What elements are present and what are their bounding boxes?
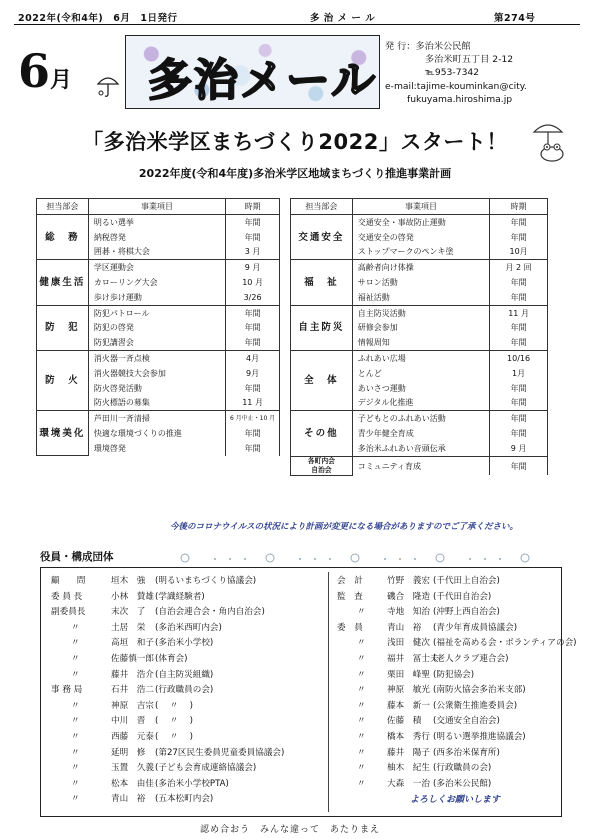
officer-org: (西多治米保育所): [433, 747, 500, 758]
officer-row: [337, 605, 557, 619]
publisher-address: 多治米町五丁目 2-12: [425, 54, 514, 66]
officer-org: (防犯協会): [433, 669, 475, 680]
officer-role: 顧 問: [51, 576, 86, 586]
plan-time: 4月: [226, 351, 280, 366]
issue-month: 6月: [18, 44, 73, 98]
plan-dept: 防 犯: [37, 305, 89, 350]
officer-org: (老人クラブ連合会): [433, 654, 509, 664]
newsletter-name: 多 治 メ ー ル: [310, 13, 376, 24]
plan-row: [37, 351, 280, 366]
plan-time: 年間: [226, 441, 280, 456]
officer-row: [337, 777, 557, 791]
masthead-title-box: [125, 35, 380, 109]
officer-role: 〃: [357, 654, 366, 664]
officer-row: [337, 590, 557, 604]
plan-row: [291, 215, 548, 230]
plan-time: 年間: [490, 396, 548, 411]
covid-notice: 今後のコロナウイルスの状況により計画が変更になる場合がありますのでご了承ください。: [170, 522, 518, 532]
officer-role: 〃: [71, 732, 80, 742]
publisher-line: 発 行：多治米公民館: [385, 41, 471, 52]
officer-role: 副委員長: [51, 607, 86, 618]
officer-org: (多治米小学校): [155, 638, 214, 649]
officer-role: 〃: [357, 685, 366, 696]
plan-row: [37, 215, 280, 230]
officers-title: 役員・構成団体: [40, 551, 114, 563]
officer-org: (明るい選挙推進協議会): [433, 732, 526, 742]
plan-time: 年間: [226, 215, 280, 230]
plan-item: 多治米ふれあい音頭伝承: [352, 441, 489, 456]
plan-header: 担当部会: [37, 199, 89, 215]
officer-org: ( 〃 ): [155, 732, 193, 742]
plan-time: 11 月: [490, 305, 548, 320]
officer-role: 監 査: [337, 591, 363, 602]
officer-row: [337, 668, 557, 682]
officer-row: [51, 590, 326, 604]
officer-row: [337, 730, 557, 744]
plan-item: 環境啓発: [88, 441, 225, 456]
plan-table-right: [290, 198, 548, 476]
officer-row: [337, 699, 557, 713]
officer-org: (学識経験者): [155, 591, 205, 602]
officer-org: (自治会連合会・角内自治会): [155, 607, 265, 618]
officer-role: 会 計: [337, 576, 363, 586]
masthead-title: 多治メール: [148, 55, 378, 106]
officer-name: 藤井 浩介: [111, 669, 154, 680]
plan-dept: 総 務: [37, 215, 89, 260]
officer-role: 〃: [71, 794, 80, 805]
officer-name: 神原 敏光: [387, 685, 430, 696]
plan-subtitle: 2022年度(令和4年度)多治米学区地域まちづくり推進事業計画: [138, 167, 452, 180]
motto: 認め合おう みんな違って あたりまえ: [200, 825, 381, 835]
officer-org: (多治米公民館): [433, 778, 492, 789]
officer-name: 福井 冨士夫: [387, 654, 439, 664]
officer-name: 垣木 強: [111, 576, 146, 586]
plan-header: 担当部会: [291, 199, 353, 215]
officer-row: [51, 652, 326, 666]
officer-org: (多治米西町内会): [155, 622, 222, 633]
plan-item: 防火標語の募集: [88, 396, 225, 411]
officer-name: 寺地 知治: [387, 607, 430, 618]
officer-name: 高垣 和子: [111, 638, 154, 649]
officer-row: [51, 714, 326, 728]
officer-role: 〃: [71, 778, 80, 789]
plan-item: 防犯パトロール: [88, 305, 225, 320]
plan-time: 年間: [226, 335, 280, 350]
plan-item: 消火器競技大会参加: [88, 366, 225, 381]
officer-name: 佐藤慎一郎: [111, 654, 154, 664]
officer-role: 〃: [357, 669, 366, 680]
plan-item: 消火器一斉点検: [88, 351, 225, 366]
plan-time: 年間: [226, 305, 280, 320]
plan-item: 子どもとのふれあい活動: [352, 411, 489, 426]
officer-org: (青少年育成員協議会): [433, 622, 518, 633]
plan-time: 年間: [490, 290, 548, 305]
issue-date: 2022年(令和4年) 6月 1日発行: [18, 13, 178, 24]
officer-name: 玉置 久義: [111, 763, 154, 774]
officer-role: 〃: [71, 700, 80, 711]
plan-time: 9 月: [226, 260, 280, 275]
plan-time: 年間: [226, 381, 280, 396]
officer-row: [337, 746, 557, 760]
plan-item: 研修会参加: [352, 321, 489, 336]
plan-item: 芦田川一斉清掃: [88, 411, 225, 426]
plan-time: 年間: [226, 426, 280, 441]
plan-time: 年間: [490, 275, 548, 290]
officer-name: 西藤 元泰: [111, 732, 154, 742]
plan-time: 年間: [490, 456, 548, 475]
plan-item: 情報周知: [352, 335, 489, 350]
plan-item: サロン活動: [352, 275, 489, 290]
officer-row: [51, 777, 326, 791]
officer-row: [337, 621, 557, 635]
plan-time: 月 2 回: [490, 260, 548, 275]
publisher-info: [385, 40, 527, 106]
issue-number: 第274号: [494, 13, 536, 24]
plan-item: 歩け歩け運動: [88, 290, 225, 305]
plan-dept: 環境美化: [37, 411, 89, 456]
officer-role: 〃: [357, 747, 366, 758]
plan-item: あいさつ運動: [352, 381, 489, 396]
officer-role: 委 員 長: [51, 591, 83, 602]
plan-time: 年間: [226, 230, 280, 245]
plan-time: 1月: [490, 366, 548, 381]
publisher-phone: ℡953-7342: [425, 67, 480, 79]
publisher-email-1: e-mail:tajime-kouminkan@city.: [385, 80, 527, 92]
officer-name: 柚木 紀生: [387, 763, 430, 774]
officer-role: 〃: [357, 607, 366, 618]
officer-row: [337, 761, 557, 775]
officer-role: 〃: [357, 763, 366, 774]
officer-role: 〃: [357, 716, 366, 727]
officer-row: [337, 574, 557, 588]
plan-time: 年間: [490, 411, 548, 426]
officer-role: 〃: [357, 778, 366, 789]
plan-item: コミュニティ育成: [352, 456, 489, 475]
officer-row: [51, 730, 326, 744]
officers-box: [40, 567, 577, 817]
officer-row: [337, 652, 557, 666]
plan-header: 時期: [490, 199, 548, 215]
officer-org: (多治米小学校PTA): [155, 778, 229, 789]
plan-item: デジタル化推進: [352, 396, 489, 411]
officer-org: (公衆衛生推進委員会): [433, 700, 518, 711]
plan-item: 福祉活動: [352, 290, 489, 305]
plan-item: 防犯講習会: [88, 335, 225, 350]
officer-role: 事 務 局: [51, 685, 83, 696]
officer-role: 〃: [71, 763, 80, 774]
plan-time: 10/16: [490, 351, 548, 366]
officer-role: 〃: [71, 747, 80, 758]
thanks-message: よろしくお願いします: [410, 795, 501, 805]
plan-time: 年間: [226, 321, 280, 336]
plan-dept: 福 祉: [291, 260, 353, 305]
officer-name: 末次 了: [111, 607, 146, 618]
plan-row: [291, 411, 548, 426]
plan-header: 事業項目: [352, 199, 489, 215]
plan-item: 交通安全・事故防止運動: [352, 215, 489, 230]
plan-table-left: [36, 198, 280, 456]
plan-item: 自主防災活動: [352, 305, 489, 320]
plan-item: 快適な環境づくりの推進: [88, 426, 225, 441]
plan-time: 年間: [490, 426, 548, 441]
officer-org: (子ども会育成連絡協議会): [155, 763, 257, 774]
officer-role: 〃: [71, 669, 80, 680]
officer-name: 小林 賛雄: [111, 591, 154, 602]
plan-time: 9月: [226, 366, 280, 381]
officer-row: [51, 792, 326, 806]
plan-row: [37, 260, 280, 275]
officer-org: (千代田自治会): [433, 591, 492, 602]
plan-row: [291, 456, 548, 475]
plan-time: 10月: [490, 245, 548, 260]
officer-row: [51, 699, 326, 713]
officer-org: (行政職員の会): [433, 763, 492, 774]
plan-row: [291, 351, 548, 366]
headline: 「多治米学区まちづくり2022」スタート！: [82, 130, 508, 154]
officer-org: (自主防災組織): [155, 669, 214, 680]
plan-item: 納税啓発: [88, 230, 225, 245]
officer-name: 磯合 隆造: [387, 591, 430, 602]
officer-org: ( 〃 ): [155, 716, 193, 727]
officer-org: (千代田上自治会): [433, 576, 500, 586]
plan-dept: 健康生活: [37, 260, 89, 305]
plan-dept: 防 火: [37, 351, 89, 411]
officer-row: [337, 683, 557, 697]
plan-dept: 各町内会 自治会: [291, 456, 353, 475]
frog-umbrella-icon: [520, 118, 572, 162]
officer-name: 栗田 峰聖: [387, 669, 430, 680]
plan-item: 交通安全の啓発: [352, 230, 489, 245]
officer-name: 橋本 秀行: [387, 732, 430, 742]
plan-time: 10 月: [226, 275, 280, 290]
officer-org: (行政職員の会): [155, 685, 214, 696]
plan-header: 時期: [226, 199, 280, 215]
plan-row: [37, 411, 280, 426]
officer-org: ( 〃 ): [155, 700, 193, 711]
officer-name: 藤本 新一: [387, 700, 430, 711]
plan-time: 11 月: [226, 396, 280, 411]
officer-name: 延明 修: [111, 747, 146, 758]
officer-row: [51, 761, 326, 775]
plan-dept: その他: [291, 411, 353, 456]
plan-dept: 交通安全: [291, 215, 353, 260]
plan-time: 年間: [490, 230, 548, 245]
plan-item: 防火啓発活動: [88, 381, 225, 396]
plan-item: 囲碁・将棋大会: [88, 245, 225, 260]
plan-item: 明るい選挙: [88, 215, 225, 230]
officer-org: (体育会): [155, 654, 188, 664]
officer-row: [51, 605, 326, 619]
plan-row: [37, 305, 280, 320]
plan-time: 6 月中止・10 月: [226, 411, 280, 426]
plan-time: 年間: [490, 215, 548, 230]
plan-dept: 自主防災: [291, 305, 353, 350]
plan-row: [291, 305, 548, 320]
officer-name: 土居 栄: [111, 622, 146, 633]
plan-dept: 全 体: [291, 351, 353, 411]
officer-role: 〃: [357, 638, 366, 649]
officer-name: 大森 一治: [387, 778, 430, 789]
plan-header: 事業項目: [88, 199, 225, 215]
header-rule: [14, 24, 580, 25]
officer-role: 〃: [71, 654, 80, 664]
officer-role: 〃: [357, 700, 366, 711]
officer-name: 中川 晋: [111, 716, 146, 727]
officer-org: (交通安全自治会): [433, 716, 500, 727]
officer-role: 〃: [357, 732, 366, 742]
officer-row: [51, 683, 326, 697]
plan-item: カローリング大会: [88, 275, 225, 290]
plan-item: 学区運動会: [88, 260, 225, 275]
officer-name: 石井 浩二: [111, 685, 154, 696]
officer-name: 竹野 義宏: [387, 576, 430, 586]
plan-item: とんど: [352, 366, 489, 381]
officer-role: 〃: [71, 638, 80, 649]
officer-row: [51, 621, 326, 635]
officer-org: (五本松町内会): [155, 794, 214, 805]
plan-time: 年間: [490, 321, 548, 336]
officer-org: (南防火協会多治米支部): [433, 685, 526, 696]
officer-role: 〃: [71, 716, 80, 727]
officer-role: 委 員: [337, 622, 363, 633]
publisher-email-2: fukuyama.hiroshima.jp: [407, 93, 513, 105]
officer-role: 〃: [71, 622, 80, 633]
officer-org: (沖野上西自治会): [433, 607, 500, 618]
officer-org: (福祉を高める会・ボランティアの会): [433, 638, 577, 649]
plan-item: 防犯の啓発: [88, 321, 225, 336]
officer-org: (明るいまちづくり協議会): [155, 576, 257, 586]
column-divider: [328, 572, 329, 812]
officer-name: 浅田 健次: [387, 638, 430, 649]
plan-item: 青少年健全育成: [352, 426, 489, 441]
officer-name: 青山 裕: [387, 622, 422, 633]
plan-time: 3 月: [226, 245, 280, 260]
officer-name: 松本 由佳: [111, 778, 154, 789]
umbrella-icon: [96, 72, 120, 98]
plan-time: 年間: [490, 335, 548, 350]
officer-name: 青山 裕: [111, 794, 146, 805]
officer-org: (第27区民生委員児童委員協議会): [155, 747, 285, 758]
plan-item: 高齢者向け体操: [352, 260, 489, 275]
officer-row: [51, 746, 326, 760]
plan-item: ふれあい広場: [352, 351, 489, 366]
snail-decoration-icon: [175, 550, 555, 564]
plan-item: ストップマークのペンキ塗: [352, 245, 489, 260]
officer-row: [51, 636, 326, 650]
plan-time: 3/26: [226, 290, 280, 305]
officer-name: 神原 吉宗: [111, 700, 154, 711]
officer-row: [337, 714, 557, 728]
plan-time: 年間: [490, 381, 548, 396]
plan-time: 9 月: [490, 441, 548, 456]
officer-row: [51, 668, 326, 682]
officer-row: [337, 636, 577, 650]
officer-name: 佐藤 積: [387, 716, 422, 727]
officer-name: 藤井 陽子: [387, 747, 430, 758]
officer-row: [51, 574, 326, 588]
plan-row: [291, 260, 548, 275]
